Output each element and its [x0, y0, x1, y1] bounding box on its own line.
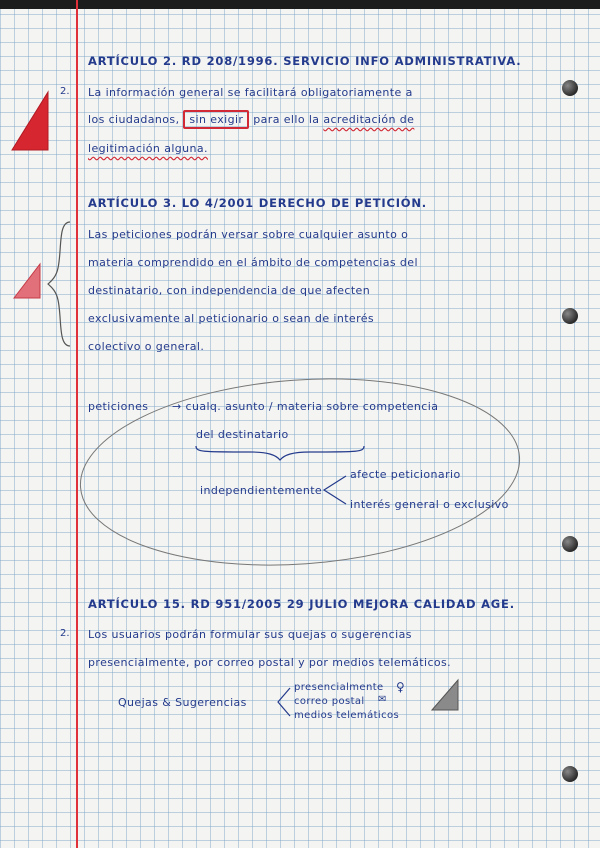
- section2-line: colectivo o general.: [88, 340, 205, 353]
- red-triangle-icon: [12, 92, 48, 150]
- section3-line2: presencialmente, por correo postal y por medios telemáticos.: [88, 656, 452, 669]
- quejas-item: medios telemáticos: [294, 710, 400, 721]
- section1-line1: La información general se facilitará obligatoriamente a: [88, 86, 413, 99]
- section1-line3: legitimación alguna.: [88, 142, 208, 155]
- section2-heading: ARTÍCULO 3. LO 4/2001 DERECHO DE PETICIÓN.: [88, 196, 427, 210]
- pink-triangle-icon: [14, 264, 40, 298]
- diagram-branch-root: independientemente: [200, 484, 323, 497]
- boxed-phrase: sin exigir: [183, 110, 249, 129]
- person-icon: ♀: [396, 680, 406, 694]
- section2-line: materia comprendido en el ámbito de competencias del: [88, 256, 418, 269]
- section2-line: exclusivamente al peticionario o sean de interés: [88, 312, 375, 325]
- section1-number: 2.: [60, 86, 70, 97]
- quejas-item: presencialmente: [294, 682, 384, 693]
- quejas-root: Quejas & Sugerencias: [118, 696, 247, 709]
- diagram-label-destinatario: del destinatario: [196, 428, 289, 441]
- section1-heading: ARTÍCULO 2. RD 208/1996. SERVICIO INFO ADMINISTRATIVA.: [88, 54, 522, 68]
- diagram-branch-1: afecte peticionario: [350, 468, 461, 481]
- section3-heading: ARTÍCULO 15. RD 951/2005 29 JULIO MEJORA CALIDAD AGE.: [88, 597, 515, 611]
- gray-triangle-icon: [432, 680, 458, 710]
- envelope-icon: ✉: [378, 694, 387, 705]
- diagram-label-asunto: → cualq. asunto / materia sobre competencia: [172, 400, 439, 413]
- diagram-label-peticiones: peticiones: [88, 400, 149, 413]
- underlined-phrase: acreditación de: [323, 113, 415, 126]
- section3-number: 2.: [60, 628, 70, 639]
- quejas-item: correo postal: [294, 696, 365, 707]
- section1-line2: [88, 113, 414, 126]
- branch-bracket: [324, 476, 346, 504]
- diagram-branch-2: interés general o exclusivo: [350, 498, 509, 511]
- section3-line1: Los usuarios podrán formular sus quejas o sugerencias: [88, 628, 412, 641]
- underbrace: [196, 446, 364, 460]
- quejas-bracket: [278, 688, 290, 716]
- section2-line: Las peticiones podrán versar sobre cualquier asunto o: [88, 228, 409, 241]
- section2-line: destinatario, con independencia de que afecten: [88, 284, 371, 297]
- curly-brace: [48, 222, 70, 346]
- text-fragment: para ello la: [253, 113, 320, 126]
- text-fragment: los ciudadanos,: [88, 113, 180, 126]
